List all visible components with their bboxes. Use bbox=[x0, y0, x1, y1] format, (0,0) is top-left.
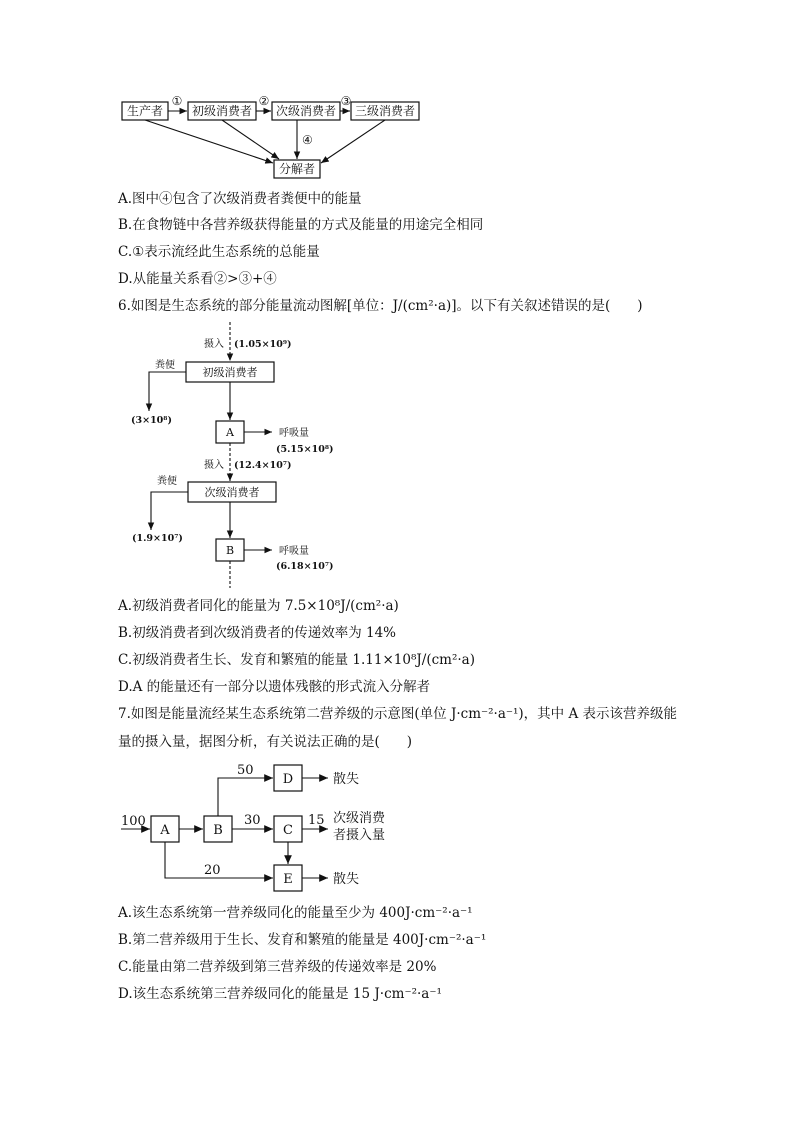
value-20: 20 bbox=[204, 863, 221, 878]
value-feces-1: (3×10⁸) bbox=[131, 415, 172, 426]
feces-label-2: 粪便 bbox=[157, 476, 177, 487]
q6-stem: 6.如图是生态系统的部分能量流动图解[单位：J/(cm²·a)]。以下有关叙述错误的是( ) bbox=[118, 298, 643, 314]
label-4: ④ bbox=[302, 133, 313, 147]
box-b-label: B bbox=[213, 823, 223, 838]
box-b-label: B bbox=[225, 544, 235, 557]
feces-label-1: 粪便 bbox=[155, 360, 175, 371]
decomposer-label: 分解者 bbox=[278, 162, 316, 176]
next-consumer-label-1: 次级消费 bbox=[333, 811, 386, 826]
q7-stem-line-2: 量的摄入量，据图分析，有关说法正确的是( ) bbox=[118, 734, 413, 750]
q7-option-b: B.第二营养级用于生长、发育和繁殖的能量是 400J·cm⁻²·a⁻¹ bbox=[118, 932, 487, 948]
value-50: 50 bbox=[237, 763, 254, 778]
producer-label: 生产者 bbox=[126, 104, 164, 118]
value-15: 15 bbox=[308, 813, 325, 828]
q5-option-d: D.从能量关系看②>③+④ bbox=[118, 271, 277, 287]
primary-consumer-label: 初级消费者 bbox=[191, 104, 253, 118]
loss-label-1: 散失 bbox=[333, 772, 360, 787]
label-2: ② bbox=[258, 94, 270, 108]
value-feces-2: (1.9×10⁷) bbox=[132, 533, 183, 544]
label-3: ③ bbox=[340, 94, 352, 108]
secondary-consumer-label: 次级消费者 bbox=[275, 104, 337, 118]
secondary-consumer-label: 次级消费者 bbox=[204, 486, 260, 499]
loss-label-2: 散失 bbox=[333, 872, 360, 887]
q6-option-c: C.初级消费者生长、发育和繁殖的能量 1.11×10⁸J/(cm²·a) bbox=[118, 652, 475, 668]
value-respiration-2: (6.18×10⁷) bbox=[276, 561, 334, 572]
box-c-label: C bbox=[283, 823, 293, 838]
q7-option-d: D.该生态系统第三营养级同化的能量是 15 J·cm⁻²·a⁻¹ bbox=[118, 986, 442, 1002]
value-respiration-1: (5.15×10⁸) bbox=[276, 444, 334, 455]
input-value: 100 bbox=[121, 814, 146, 829]
q5-option-c: C.①表示流经此生态系统的总能量 bbox=[118, 244, 320, 260]
q7-option-c: C.能量由第二营养级到第三营养级的传递效率是 20% bbox=[118, 959, 437, 975]
intake-label-1: 摄入 bbox=[204, 339, 224, 350]
q6-option-d: D.A 的能量还有一部分以遗体残骸的形式流入分解者 bbox=[118, 679, 431, 695]
tertiary-consumer-label: 三级消费者 bbox=[354, 104, 416, 118]
q6-option-a: A.初级消费者同化的能量为 7.5×10⁸J/(cm²·a) bbox=[118, 598, 399, 614]
q7-option-a: A.该生态系统第一营养级同化的能量至少为 400J·cm⁻²·a⁻¹ bbox=[118, 905, 473, 921]
q6-option-b: B.初级消费者到次级消费者的传递效率为 14% bbox=[118, 625, 397, 641]
intake-label-2: 摄入 bbox=[204, 460, 224, 471]
value-intake-2: (12.4×10⁷) bbox=[234, 460, 292, 471]
value-intake-1: (1.05×10⁹) bbox=[234, 339, 292, 350]
q5-option-b: B.在食物链中各营养级获得能量的方式及能量的用途完全相同 bbox=[118, 217, 484, 233]
box-a-label: A bbox=[226, 426, 234, 439]
q7-stem-line-1: 7.如图是能量流经某生态系统第二营养级的示意图(单位 J·cm⁻²·a⁻¹)，其中 A 表示该营养级能 bbox=[118, 706, 678, 722]
respiration-label-1: 呼吸量 bbox=[279, 428, 309, 439]
label-1: ① bbox=[171, 94, 183, 108]
value-30: 30 bbox=[244, 813, 261, 828]
box-d-label: D bbox=[282, 772, 294, 787]
respiration-label-2: 呼吸量 bbox=[279, 546, 309, 557]
box-a-label: A bbox=[160, 823, 170, 838]
q5-option-a: A.图中④包含了次级消费者粪便中的能量 bbox=[118, 191, 362, 207]
box-e-label: E bbox=[283, 872, 293, 887]
arrow-b-to-d bbox=[218, 778, 273, 816]
primary-consumer-label: 初级消费者 bbox=[202, 366, 258, 379]
next-consumer-label-2: 者摄入量 bbox=[333, 828, 386, 843]
